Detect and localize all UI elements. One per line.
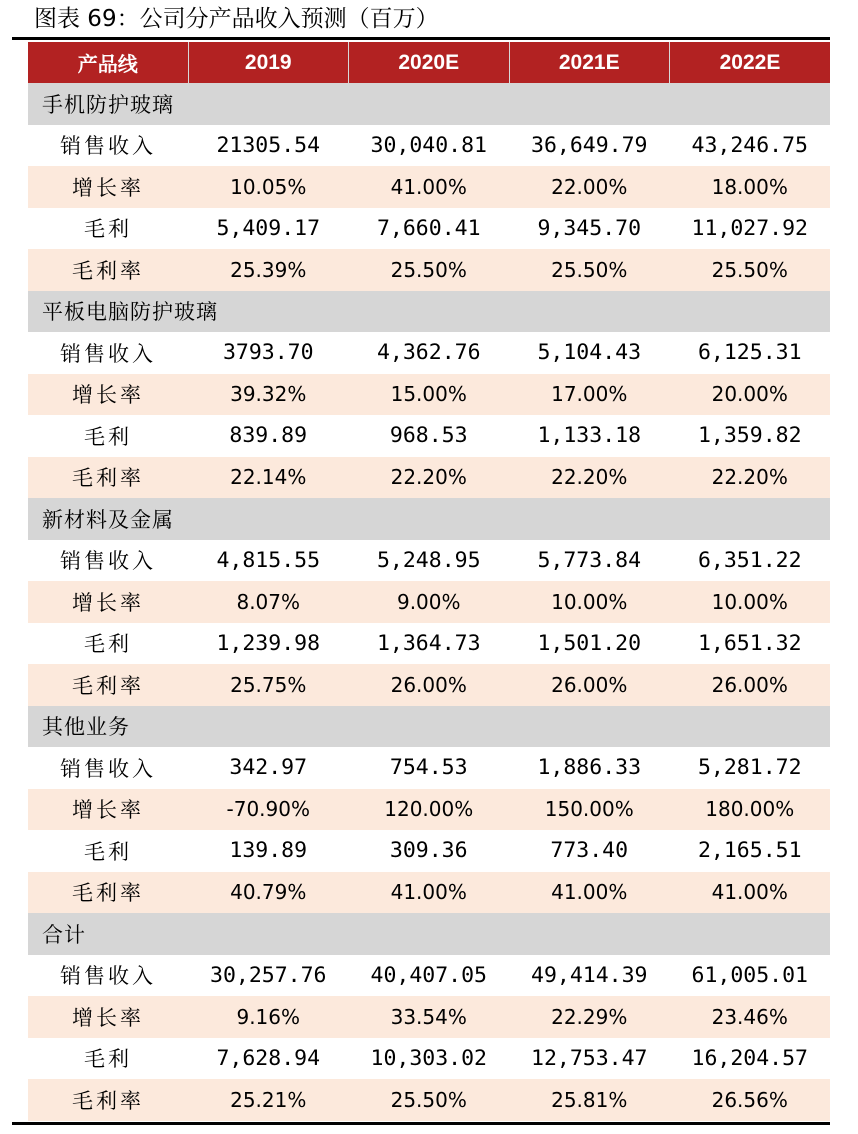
row-label: 销售收入	[60, 134, 156, 159]
table-row	[28, 332, 830, 374]
row-label: 增长率	[28, 789, 188, 831]
section-row	[28, 83, 830, 125]
row-label: 毛利率	[28, 872, 188, 914]
forecast-table	[28, 42, 830, 1121]
table-row	[28, 996, 830, 1038]
value-cell: 754.53	[389, 755, 468, 781]
row-label: 毛利率	[28, 249, 188, 291]
table-row	[28, 457, 830, 499]
value-cell: 1,359.82	[697, 423, 802, 449]
value-cell: 33.54%	[349, 996, 510, 1038]
row-label: 毛利	[84, 839, 132, 864]
table-row	[28, 208, 830, 250]
value-cell: 1,651.32	[697, 630, 802, 656]
value-cell: 9.16%	[188, 996, 349, 1038]
value-cell: 9,345.70	[537, 215, 642, 241]
value-cell: 26.00%	[670, 664, 831, 706]
value-cell: 20.00%	[670, 374, 831, 416]
value-cell: 41.00%	[349, 872, 510, 914]
header-cell-2020e: 2020E	[349, 42, 510, 83]
value-cell: 22.00%	[509, 166, 670, 208]
header-row	[28, 42, 830, 83]
header-cell-2021e: 2021E	[509, 42, 670, 83]
value-cell: 5,281.72	[697, 755, 802, 781]
row-label: 毛利	[84, 424, 132, 449]
value-cell: 26.00%	[349, 664, 510, 706]
value-cell: 3793.70	[222, 340, 314, 366]
value-cell: 25.50%	[349, 249, 510, 291]
value-cell: 39.32%	[188, 374, 349, 416]
value-cell: 22.20%	[509, 457, 670, 499]
section-title: 手机防护玻璃	[28, 83, 830, 125]
header-cell-2022e: 2022E	[670, 42, 831, 83]
value-cell: 5,248.95	[376, 547, 481, 573]
table-row	[28, 830, 830, 872]
section-row	[28, 913, 830, 955]
section-title: 其他业务	[28, 706, 830, 748]
value-cell: 22.20%	[349, 457, 510, 499]
row-label: 销售收入	[60, 549, 156, 574]
section-row	[28, 706, 830, 748]
row-label: 增长率	[28, 581, 188, 623]
value-cell: 9.00%	[349, 581, 510, 623]
row-label: 毛利	[84, 217, 132, 242]
value-cell: 49,414.39	[531, 962, 648, 988]
header-cell-product-line: 产品线	[28, 42, 188, 83]
value-cell: 15.00%	[349, 374, 510, 416]
row-label: 毛利率	[28, 457, 188, 499]
value-cell: 2,165.51	[697, 838, 802, 864]
value-cell: 16,204.57	[691, 1045, 808, 1071]
value-cell: 26.00%	[509, 664, 670, 706]
table-row	[28, 1038, 830, 1080]
value-cell: 22.14%	[188, 457, 349, 499]
table-row	[28, 872, 830, 914]
value-cell: 30,040.81	[370, 132, 487, 158]
value-cell: 4,815.55	[216, 547, 321, 573]
row-label: 销售收入	[60, 964, 156, 989]
row-label: 毛利	[84, 1047, 132, 1072]
figure-title: 图表 69：公司分产品收入预测（百万）	[34, 6, 439, 32]
value-cell: 10.05%	[188, 166, 349, 208]
value-cell: 1,239.98	[216, 630, 321, 656]
bottom-rule	[12, 1122, 830, 1125]
value-cell: 773.40	[550, 838, 629, 864]
value-cell: 1,364.73	[376, 630, 481, 656]
value-cell: 5,773.84	[537, 547, 642, 573]
value-cell: 41.00%	[670, 872, 831, 914]
value-cell: 17.00%	[509, 374, 670, 416]
value-cell: 21305.54	[216, 132, 321, 158]
row-label: 销售收入	[60, 341, 156, 366]
value-cell: 43,246.75	[691, 132, 808, 158]
value-cell: 22.29%	[509, 996, 670, 1038]
value-cell: 342.97	[229, 755, 308, 781]
row-label: 毛利率	[28, 1079, 188, 1121]
value-cell: 25.21%	[188, 1079, 349, 1121]
table-row	[28, 747, 830, 789]
value-cell: 61,005.01	[691, 962, 808, 988]
value-cell: 40.79%	[188, 872, 349, 914]
table-row	[28, 581, 830, 623]
value-cell: 839.89	[229, 423, 308, 449]
value-cell: 7,628.94	[216, 1045, 321, 1071]
row-label: 增长率	[28, 166, 188, 208]
value-cell: 22.20%	[670, 457, 831, 499]
value-cell: 5,104.43	[537, 340, 642, 366]
value-cell: 120.00%	[349, 789, 510, 831]
value-cell: 25.50%	[349, 1079, 510, 1121]
table-row	[28, 623, 830, 665]
value-cell: 41.00%	[349, 166, 510, 208]
value-cell: 26.56%	[670, 1079, 831, 1121]
value-cell: 10.00%	[670, 581, 831, 623]
section-row	[28, 291, 830, 333]
row-label: 毛利率	[28, 664, 188, 706]
table-row	[28, 415, 830, 457]
row-label: 销售收入	[60, 756, 156, 781]
header-cell-2019: 2019	[188, 42, 349, 83]
value-cell: 1,133.18	[537, 423, 642, 449]
value-cell: 1,501.20	[537, 630, 642, 656]
section-title: 合计	[28, 913, 830, 955]
value-cell: 25.50%	[670, 249, 831, 291]
value-cell: 18.00%	[670, 166, 831, 208]
table-row	[28, 789, 830, 831]
value-cell: 309.36	[389, 838, 468, 864]
value-cell: 10,303.02	[370, 1045, 487, 1071]
value-cell: 25.50%	[509, 249, 670, 291]
value-cell: 10.00%	[509, 581, 670, 623]
value-cell: 30,257.76	[210, 962, 327, 988]
value-cell: 12,753.47	[531, 1045, 648, 1071]
value-cell: 40,407.05	[370, 962, 487, 988]
value-cell: 8.07%	[188, 581, 349, 623]
row-label: 毛利	[84, 632, 132, 657]
table-row	[28, 664, 830, 706]
value-cell: -70.90%	[188, 789, 349, 831]
value-cell: 11,027.92	[691, 215, 808, 241]
value-cell: 180.00%	[670, 789, 831, 831]
section-title: 平板电脑防护玻璃	[28, 291, 830, 333]
value-cell: 4,362.76	[376, 340, 481, 366]
value-cell: 6,351.22	[697, 547, 802, 573]
value-cell: 1,886.33	[537, 755, 642, 781]
table-row	[28, 540, 830, 582]
table-row	[28, 125, 830, 167]
section-title: 新材料及金属	[28, 498, 830, 540]
value-cell: 6,125.31	[697, 340, 802, 366]
table-row	[28, 166, 830, 208]
value-cell: 5,409.17	[216, 215, 321, 241]
section-row	[28, 498, 830, 540]
table-row	[28, 249, 830, 291]
value-cell: 23.46%	[670, 996, 831, 1038]
value-cell: 25.75%	[188, 664, 349, 706]
table-body	[28, 83, 830, 1121]
value-cell: 7,660.41	[376, 215, 481, 241]
value-cell: 25.39%	[188, 249, 349, 291]
value-cell: 150.00%	[509, 789, 670, 831]
value-cell: 41.00%	[509, 872, 670, 914]
row-label: 增长率	[28, 996, 188, 1038]
row-label: 增长率	[28, 374, 188, 416]
value-cell: 36,649.79	[531, 132, 648, 158]
table-row	[28, 374, 830, 416]
value-cell: 139.89	[229, 838, 308, 864]
value-cell: 968.53	[389, 423, 468, 449]
top-rule	[12, 37, 830, 40]
table-row	[28, 955, 830, 997]
value-cell: 25.81%	[509, 1079, 670, 1121]
table-row	[28, 1079, 830, 1121]
